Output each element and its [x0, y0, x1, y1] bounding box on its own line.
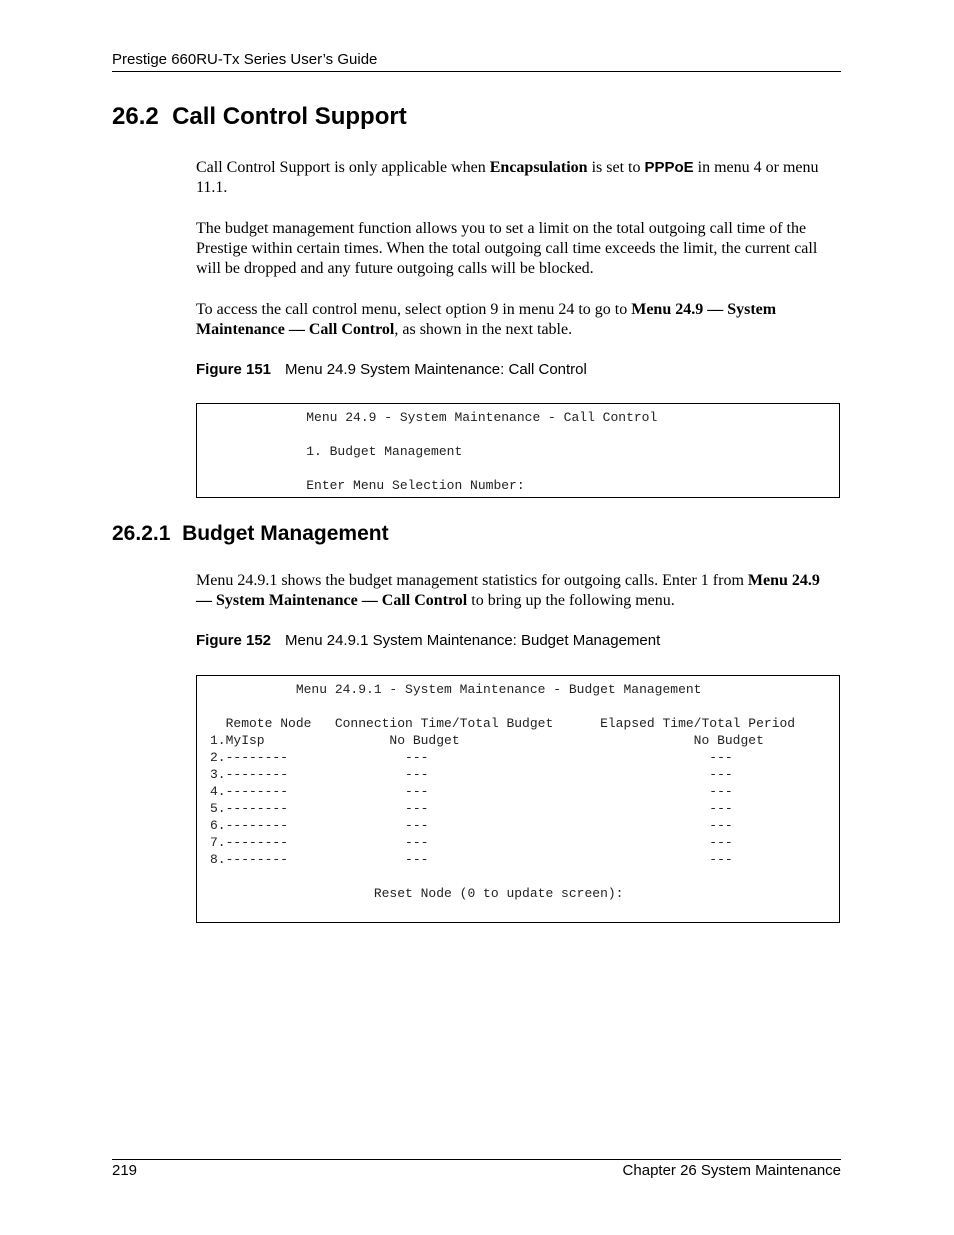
- terminal-line: Reset Node (0 to update screen):: [210, 886, 624, 901]
- terminal-line: 8.-------- --- ---: [210, 852, 733, 867]
- figure-caption-text: Menu 24.9.1 System Maintenance: Budget Management: [285, 632, 661, 649]
- terminal-line: 6.-------- --- ---: [210, 818, 733, 833]
- paragraph-text: in menu 4 or menu 11.1.: [196, 159, 819, 196]
- figure-152-caption: [196, 632, 660, 649]
- terminal-line: [197, 460, 839, 477]
- section-heading: [112, 103, 407, 131]
- bold-menu-path: Menu 24.9 — System Maintenance — Call Control: [196, 572, 820, 609]
- running-header: Prestige 660RU-Tx Series User’s Guide: [112, 51, 378, 68]
- paragraph-text: is set to: [587, 159, 645, 176]
- terminal-line: 1. Budget Management: [197, 444, 463, 459]
- header-divider: [112, 71, 841, 72]
- paragraph-budget-function: The budget management function allows you to set a limit on the total outgoing call time of the Prestige within certain times. When the total outgoing call time exceeds the limit, the current call will be dropped and any future outgoing calls will be blocked.: [196, 220, 818, 277]
- bold-term-encapsulation: Encapsulation: [489, 159, 588, 176]
- subsection-title: Budget Management: [182, 522, 389, 545]
- bold-menu-path: Menu 24.9 — System Maintenance — Call Control: [196, 301, 777, 338]
- paragraph-access-menu: [196, 300, 836, 340]
- paragraph-text: Call Control Support is only applicable when: [196, 159, 490, 176]
- subsection-number: 26.2.1: [112, 522, 171, 545]
- footer-divider: [112, 1159, 841, 1160]
- terminal-line: 7.-------- --- ---: [210, 835, 733, 850]
- paragraph-text: , as shown in the next table.: [394, 321, 573, 338]
- terminal-line: [210, 868, 839, 885]
- bold-term-pppoe: PPPoE: [644, 159, 694, 176]
- terminal-line: 4.-------- --- ---: [210, 784, 733, 799]
- terminal-line: 3.-------- --- ---: [210, 767, 733, 782]
- terminal-line: [197, 426, 839, 443]
- section-title: Call Control Support: [172, 103, 407, 130]
- page-number: 219: [112, 1162, 138, 1179]
- paragraph-budget-management: [196, 571, 836, 611]
- terminal-line: 1.MyIsp No Budget No Budget: [210, 733, 764, 748]
- terminal-line: Menu 24.9.1 - System Maintenance - Budget Management: [210, 682, 702, 697]
- terminal-text: [210, 681, 839, 902]
- terminal-line: 5.-------- --- ---: [210, 801, 733, 816]
- figure-label: Figure 152: [196, 632, 272, 649]
- terminal-line: [210, 698, 839, 715]
- paragraph-text: to bring up the following menu.: [467, 592, 675, 609]
- figure-label: Figure 151: [196, 361, 272, 378]
- chapter-title: Chapter 26 System Maintenance: [622, 1162, 841, 1179]
- terminal-line: Remote Node Connection Time/Total Budget Elapsed Time/Total Period: [210, 716, 796, 731]
- terminal-line: 2.-------- --- ---: [210, 750, 733, 765]
- paragraph-encapsulation: [196, 158, 836, 198]
- paragraph-text: Menu 24.9.1 shows the budget management statistics for outgoing calls. Enter 1 from: [196, 572, 748, 589]
- subsection-heading: [112, 522, 389, 546]
- figure-151-caption: [196, 361, 587, 378]
- paragraph-text: To access the call control menu, select option 9 in menu 24 to go to: [196, 301, 632, 318]
- terminal-line: Menu 24.9 - System Maintenance - Call Control: [197, 410, 658, 425]
- budget-management-screen: [196, 675, 840, 923]
- section-number: 26.2: [112, 103, 159, 130]
- terminal-text: [197, 409, 839, 494]
- terminal-line: Enter Menu Selection Number:: [197, 478, 525, 493]
- figure-caption-text: Menu 24.9 System Maintenance: Call Control: [285, 361, 587, 378]
- call-control-menu-screen: [196, 403, 840, 498]
